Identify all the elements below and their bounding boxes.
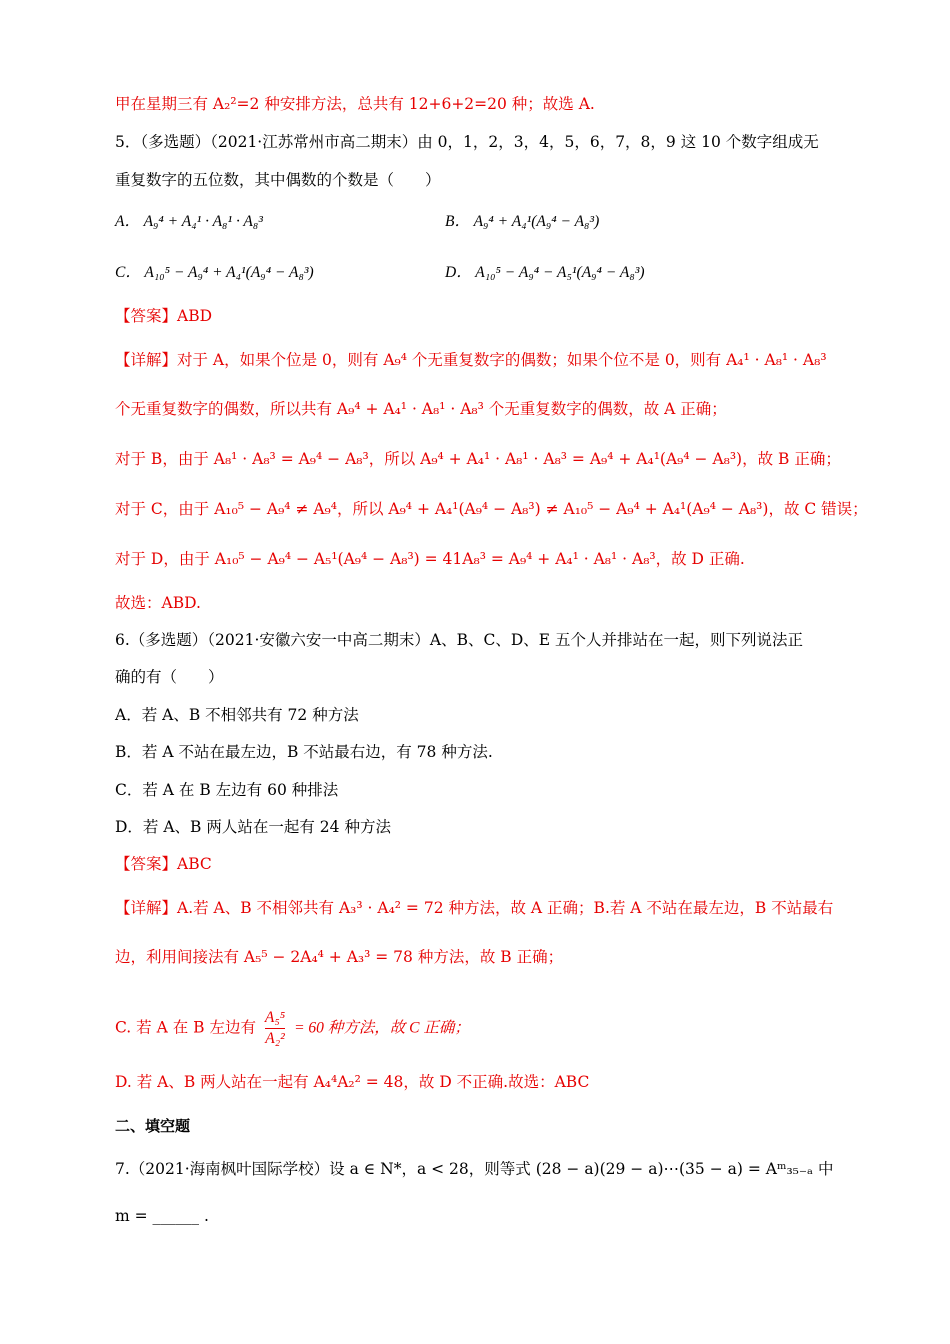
question-6-detail [115, 1008, 470, 1049]
fraction-numerator: A₅⁵ [265, 1008, 285, 1029]
question-6-stem: 6.（多选题）（2021·安徽六安一中高二期末）A、B、C、D、E 五个人并排站在一起，则下列说法正 [115, 631, 804, 649]
question-6-option-b: B．若 A 不站在最左边，B 不站最右边，有 78 种方法. [115, 743, 493, 761]
question-5-option-a: A． A₉⁴ + A₄¹ · A₈¹ · A₈³ [115, 213, 263, 230]
question-5-detail: 【详解】对于 A，如果个位是 0，则有 A₉⁴ 个无重复数字的偶数；如果个位不是 0，则有 A₄¹ · A₈¹ · A₈³ [115, 351, 827, 369]
question-5-option-d: D． A₁₀⁵ − A₉⁴ − A₅¹(A₉⁴ − A₈³) [445, 264, 645, 281]
question-6-stem: 确的有（ ） [115, 668, 224, 686]
solution-text-line: 甲在星期三有 A₂²=2 种安排方法，总共有 12+6+2=20 种；故选 A. [115, 95, 595, 113]
question-5-detail: 对于 C，由于 A₁₀⁵ − A₉⁴ ≠ A₉⁴，所以 A₉⁴ + A₄¹(A₉⁴ − A₈³) ≠ A₁₀⁵ − A₉⁴ + A₄¹(A₉⁴ − A₈³)，故 C 错误； [115, 500, 868, 518]
detail-text: = 60 种方法，故 C 正确； [294, 1019, 470, 1037]
fraction [265, 1008, 285, 1049]
question-6-detail: D. 若 A、B 两人站在一起有 A₄⁴A₂² = 48，故 D 不正确.故选：ABC [115, 1073, 590, 1091]
question-5-stem: 重复数字的五位数，其中偶数的个数是（ ） [115, 171, 441, 189]
question-7-stem: 7.（2021·海南枫叶国际学校）设 a ∈ N*，a < 28，则等式 (28 − a)(29 − a)⋯(35 − a) = Aᵐ₃₅₋ₐ 中 [115, 1160, 834, 1178]
question-5-detail: 对于 D，由于 A₁₀⁵ − A₉⁴ − A₅¹(A₉⁴ − A₈³) = 41A₈³ = A₉⁴ + A₄¹ · A₈¹ · A₈³，故 D 正确. [115, 550, 745, 568]
question-6-option-c: C．若 A 在 B 左边有 60 种排法 [115, 781, 339, 799]
question-5-option-c: C． A₁₀⁵ − A₉⁴ + A₄¹(A₉⁴ − A₈³) [115, 264, 314, 281]
section-heading: 二、填空题 [115, 1117, 191, 1135]
question-5-conclusion: 故选：ABD. [115, 594, 201, 612]
question-6-detail: 边，利用间接法有 A₅⁵ − 2A₄⁴ + A₃³ = 78 种方法，故 B 正确； [115, 948, 564, 966]
question-6-detail: 【详解】A.若 A、B 不相邻共有 A₃³ · A₄² = 72 种方法，故 A 正确；B.若 A 不站在最左边，B 不站最右 [115, 899, 834, 917]
fraction-denominator: A₂² [265, 1030, 285, 1047]
question-5-option-b: B． A₉⁴ + A₄¹(A₉⁴ − A₈³) [445, 213, 600, 230]
question-6-option-d: D．若 A、B 两人站在一起有 24 种方法 [115, 818, 391, 836]
question-5-stem: 5．（多选题）（2021·江苏常州市高二期末）由 0，1，2，3，4，5，6，7，8，9 这 10 个数字组成无 [115, 133, 819, 151]
question-6-option-a: A．若 A、B 不相邻共有 72 种方法 [115, 706, 359, 724]
question-5-answer: 【答案】ABD [115, 307, 213, 325]
question-6-answer: 【答案】ABC [115, 855, 212, 873]
question-7-blank: m = ______ . [115, 1207, 209, 1225]
detail-text: C. 若 A 在 B 左边有 [115, 1018, 256, 1037]
question-5-detail: 个无重复数字的偶数，所以共有 A₉⁴ + A₄¹ · A₈¹ · A₈³ 个无重复数字的偶数，故 A 正确； [115, 400, 727, 418]
question-5-detail: 对于 B，由于 A₈¹ · A₈³ = A₉⁴ − A₈³，所以 A₉⁴ + A₄¹ · A₈¹ · A₈³ = A₉⁴ + A₄¹(A₉⁴ − A₈³)，故 B 正确； [115, 450, 841, 468]
